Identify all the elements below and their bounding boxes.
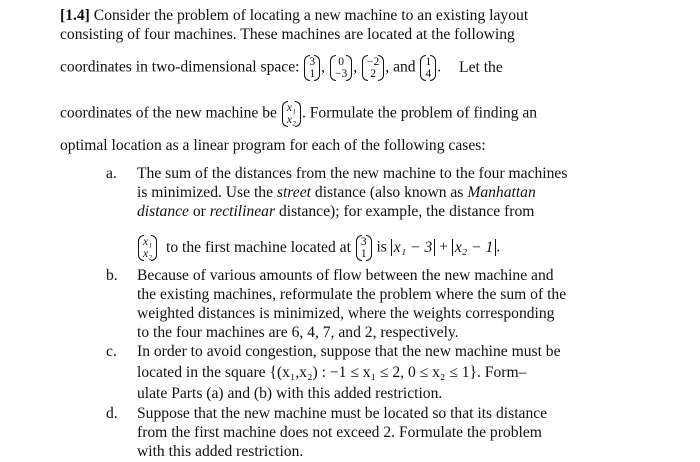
part-d-line-2: from the first machine does not exceed 2. Formulate the problem	[137, 424, 542, 441]
part-a-point-top: 3	[360, 236, 367, 248]
new-machine-x1: x₁	[286, 102, 296, 114]
part-a-new-vector	[138, 236, 157, 260]
part-a-text-2b: distance (also known as	[314, 184, 464, 201]
part-a-line-2	[137, 184, 536, 202]
part-a-line-1: The sum of the distances from the new machine to the four machines	[137, 165, 568, 182]
line-3-end: .	[437, 58, 442, 76]
part-a-text-4a: to the first machine located at	[166, 238, 351, 256]
part-c-line-1: In order to avoid congestion, suppose that the new machine must be	[137, 343, 561, 360]
point-2-top: 0	[338, 56, 344, 68]
part-a-text-3b: distance); for example, the distance from	[278, 203, 535, 220]
part-b-line-2: the existing machines, reformulate the problem where the sum of the	[137, 286, 567, 303]
problem-line-2: consisting of four machines. These machines are located at the following	[60, 26, 515, 43]
problem-number: [1.4]	[60, 7, 90, 24]
part-d-label: d.	[106, 405, 118, 422]
problem-line-3	[60, 56, 503, 80]
part-a-point-vector	[356, 236, 372, 260]
part-a-manhattan: Manhattan	[467, 184, 536, 201]
part-b-line-3: weighted distances is minimized, where the weights corresponding	[137, 305, 555, 322]
problem-text-4a: coordinates of the new machine be	[60, 104, 277, 122]
problem-line-5: optimal location as a linear program for each of the following cases:	[60, 137, 486, 154]
part-a-line-3	[137, 203, 534, 221]
part-a-street: street	[276, 184, 311, 201]
problem-text-1: Consider the problem of locating a new machine to an existing layout	[93, 7, 529, 24]
part-a-x2: x₂	[143, 248, 153, 260]
problem-text-3b: Let the	[459, 58, 503, 76]
problem-text-4b: . Formulate the problem of finding an	[301, 104, 538, 122]
part-a-abs-2: x₂ − 1	[452, 239, 496, 256]
part-a-x1: x₁	[143, 236, 153, 248]
new-machine-vector	[282, 102, 301, 126]
part-b-line-1: Because of various amounts of flow between the new machine and	[137, 267, 554, 284]
part-a-plus: +	[439, 238, 448, 256]
point-3-bottom: 2	[370, 68, 377, 80]
part-a-line-4	[137, 236, 500, 260]
sep-2: ,	[353, 58, 358, 76]
part-a-abs-1: x₁ − 3	[391, 239, 435, 256]
problem-line-1	[60, 7, 528, 25]
part-a-point-bottom: 1	[360, 248, 367, 260]
part-a-rectilinear: rectilinear	[209, 203, 276, 220]
point-1-vector	[304, 56, 320, 80]
sep-3: , and	[385, 58, 416, 76]
point-2-vector	[330, 56, 352, 80]
point-4-bottom: 4	[425, 68, 432, 80]
part-a-end: .	[496, 238, 501, 256]
point-4-top: 1	[425, 56, 432, 68]
point-4-vector	[420, 56, 436, 80]
part-a-is: is	[376, 238, 387, 256]
part-a-label: a.	[106, 165, 117, 182]
part-d-line-3: with this added restriction.	[137, 443, 304, 460]
problem-text-3a: coordinates in two-dimensional space:	[60, 58, 300, 76]
point-2-bottom: −3	[334, 68, 348, 80]
point-3-vector	[362, 56, 384, 80]
part-b-label: b.	[106, 267, 118, 284]
part-a-distance: distance	[137, 203, 189, 220]
new-machine-x2: x₂	[286, 114, 296, 126]
point-1-top: 3	[309, 56, 316, 68]
part-a-text-2a: is minimized. Use the	[137, 184, 273, 201]
part-c-label: c.	[106, 343, 117, 360]
part-c-line-2: located in the square {(x₁,x₂) : −1 ≤ x₁ ≤ 2, 0 ≤ x₂ ≤ 1}. Form–	[137, 364, 527, 381]
point-3-top: −2	[367, 56, 380, 68]
problem-line-4	[60, 102, 537, 126]
part-d-line-1: Suppose that the new machine must be located so that its distance	[137, 405, 548, 422]
part-a-or: or	[192, 203, 206, 220]
part-c-line-3: ulate Parts (a) and (b) with this added restriction.	[137, 385, 443, 402]
sep-1: ,	[321, 58, 326, 76]
part-b-line-4: to the four machines are 6, 4, 7, and 2, respectively.	[137, 324, 459, 341]
point-1-bottom: 1	[309, 68, 316, 80]
